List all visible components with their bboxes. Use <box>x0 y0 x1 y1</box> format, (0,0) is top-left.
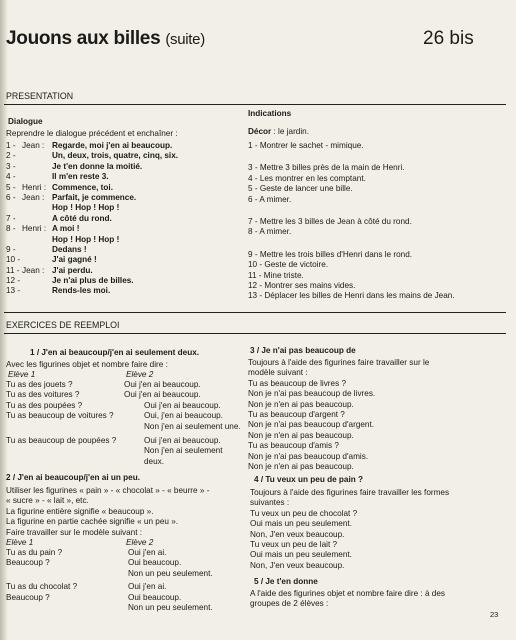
student-2-line: Oui beaucoup. <box>128 592 182 602</box>
line-text: Hop ! Hop ! Hop ! <box>52 234 120 244</box>
exercise-1-student-2: Elève 2 <box>126 370 154 379</box>
line-text: J'ai perdu. <box>52 265 93 275</box>
line-text: Je n'ai plus de billes. <box>52 276 134 286</box>
decor-line <box>248 127 309 137</box>
line-speaker: Jean : <box>22 141 45 150</box>
exercise-2-row <box>6 603 242 613</box>
line-text: Un, deux, trois, quatre, cinq, six. <box>52 151 179 161</box>
line-text: Parfait, je commence. <box>52 192 137 202</box>
indication-item: 11 - Mine triste. <box>248 270 304 280</box>
dialogue-line <box>6 151 236 161</box>
exercise-4-line: Tu veux un peu de chocolat ? <box>250 508 358 518</box>
line-speaker: Jean : <box>22 265 45 275</box>
line-number: 12 - <box>6 276 21 286</box>
exercise-3-line: Non je n'en ai pas beaucoup. <box>248 399 354 409</box>
dialogue-line <box>6 286 236 296</box>
dialogue-line <box>6 245 236 255</box>
line-text: A côté du rond. <box>52 213 112 223</box>
indications-list <box>248 141 508 302</box>
exercise-1-row <box>6 380 242 390</box>
exercise-4-line: Toujours à l'aide des figurines faire travailler les formes <box>250 488 450 497</box>
exercise-4-line: Tu veux un peu de lait ? <box>250 539 338 549</box>
line-number: 11 - <box>6 265 20 275</box>
exercise-2-intro <box>6 486 242 538</box>
line-number: 5 - <box>6 182 16 192</box>
indication-item: 1 - Montrer le sachet - mimique. <box>248 141 364 150</box>
exercise-2-intro-line: « sucre » - « lait », etc. <box>6 496 89 506</box>
presentation-heading: PRESENTATION <box>6 91 74 101</box>
exercise-1-rows <box>6 380 242 467</box>
exercise-1-title: 1 / J'en ai beaucoup/j'en ai seulement deux. <box>30 348 200 357</box>
line-number: 3 - <box>6 161 16 171</box>
line-number: 7 - <box>6 213 16 223</box>
exercise-3-line: Non je n'ai pas beaucoup de livres. <box>248 389 376 399</box>
student-2-line: Oui beaucoup. <box>128 558 182 568</box>
dialogue-line <box>6 183 236 193</box>
indication-item: 5 - Geste de lancer une bille. <box>248 184 353 194</box>
dialogue-line <box>6 193 236 203</box>
exercise-2-row <box>6 558 242 568</box>
student-1-line: Tu as du chocolat ? <box>6 582 78 592</box>
student-1-line: Beaucoup ? <box>6 558 50 568</box>
student-2-line: Oui j'en ai beaucoup. <box>144 435 221 445</box>
exercise-4-line: Non, J'en veux beaucoup. <box>250 560 345 570</box>
line-text: Il m'en reste 3. <box>52 172 109 182</box>
exercise-2-row <box>6 569 242 579</box>
student-2-line: Oui j'en ai beaucoup. <box>124 380 201 389</box>
exercise-5-lines <box>250 589 512 610</box>
line-number: 10 - <box>6 255 21 265</box>
exercise-5-title: 5 / Je t'en donne <box>254 577 318 586</box>
student-2-line: Non un peu seulement. <box>128 602 213 612</box>
exercise-2-title: 2 / J'en ai beaucoup/j'en ai un peu. <box>6 473 141 482</box>
exercise-2-student-2: Elève 2 <box>126 538 154 547</box>
divider <box>4 104 506 105</box>
indication-item: 13 - Déplacer les billes de Henri dans les mains de Jean. <box>248 291 455 301</box>
exercise-3-line: Non je n'ai pas beaucoup d'argent. <box>248 420 375 430</box>
exercise-1-row <box>6 401 242 411</box>
indication-item: 3 - Mettre 3 billes près de la main de Henri. <box>248 163 405 173</box>
student-2-line: deux. <box>144 456 165 466</box>
exercise-3-lines <box>248 358 510 472</box>
line-text: Je t'en donne la moitié. <box>52 161 143 171</box>
line-number: 9 - <box>6 244 16 254</box>
line-text: A moi ! <box>52 224 80 234</box>
line-text: Commence, toi. <box>52 182 113 192</box>
exercise-2-intro-line: La figurine entière signifie « beaucoup ». <box>6 506 154 516</box>
dialogue-line <box>6 235 236 245</box>
student-2-line: Oui j'en ai beaucoup. <box>124 390 201 400</box>
page-number: 23 <box>490 610 499 619</box>
student-1-line: Tu as beaucoup de poupées ? <box>6 435 117 445</box>
exercise-3-line: Non je n'en ai pas beaucoup. <box>248 430 354 440</box>
line-number: 13 - <box>6 286 21 296</box>
exercise-4-title: 4 / Tu veux un peu de pain ? <box>254 475 364 484</box>
dialogue-line <box>6 266 236 276</box>
student-2-line: Oui j'en ai beaucoup. <box>144 400 221 410</box>
line-text: Regarde, moi j'en ai beaucoup. <box>52 141 173 150</box>
exercise-1-row <box>6 436 242 446</box>
indication-item: 4 - Les montrer en les comptant. <box>248 173 366 183</box>
student-2-line: Oui, j'en ai beaucoup. <box>144 411 223 421</box>
student-2-line: Non un peu seulement. <box>128 568 213 578</box>
line-number: 6 - <box>6 192 16 202</box>
exercise-2-row <box>6 548 242 558</box>
indication-item: 9 - Mettre les trois billes d'Henri dans le rond. <box>248 249 413 259</box>
line-number: 1 - <box>6 141 16 150</box>
exercise-5-line: A l'aide des figurines objet et nombre faire dire : à des <box>250 589 445 598</box>
exercise-4-line: Oui mais un peu seulement. <box>250 519 352 529</box>
student-1-line: Tu as des poupées ? <box>6 400 83 410</box>
page-title <box>6 28 205 50</box>
line-number: 8 - <box>6 224 16 234</box>
exercise-1-student-1: Elève 1 <box>8 370 36 379</box>
line-speaker: Henri : <box>22 182 47 192</box>
exercise-4-lines <box>250 488 512 571</box>
title-text: Jouons aux billes <box>6 28 161 49</box>
dialogue-line <box>6 255 236 265</box>
line-text: J'ai gagné ! <box>52 255 97 265</box>
student-1-line: Tu as du pain ? <box>6 548 63 557</box>
dialogue-line <box>6 214 236 224</box>
exercise-5-line: groupes de 2 élèves : <box>250 599 329 609</box>
student-2-line: Oui j'en ai. <box>128 548 167 557</box>
exercise-3-line: Toujours à l'aide des figurines faire travailler sur le <box>248 358 430 367</box>
dialogue-line <box>6 172 236 182</box>
line-text: Hop ! Hop ! Hop ! <box>52 203 120 213</box>
decor-label: Décor <box>248 127 272 136</box>
exercise-3-title: 3 / Je n'ai pas beaucoup de <box>250 346 356 355</box>
exercise-1-row <box>6 446 242 456</box>
exercises-heading: EXERCICES DE REEMPLOI <box>6 320 120 330</box>
exercise-4-line: Oui mais un peu seulement. <box>250 550 352 560</box>
line-number: 4 - <box>6 172 16 182</box>
exercise-1-row <box>6 422 242 432</box>
student-1-line: Tu as des voitures ? <box>6 390 80 400</box>
student-2-line: Oui j'en ai. <box>128 582 167 592</box>
exercise-4-line: Non, J'en veux beaucoup. <box>250 529 345 539</box>
student-1-line: Tu as beaucoup de voitures ? <box>6 411 114 421</box>
line-number: 2 - <box>6 151 16 161</box>
indication-item: 7 - Mettre les 3 billes de Jean à côté du rond. <box>248 216 412 226</box>
title-suite: (suite) <box>165 31 205 48</box>
dialogue-instruction: Reprendre le dialogue précédent et enchaîner : <box>6 129 178 138</box>
exercise-3-line: modèle suivant : <box>248 368 308 378</box>
student-1-line: Beaucoup ? <box>6 592 50 602</box>
indication-item: 8 - A mimer. <box>248 227 292 237</box>
line-text: Rends-les moi. <box>52 286 111 296</box>
exercise-2-rows <box>6 548 242 613</box>
dialogue-line <box>6 224 236 234</box>
lesson-number: 26 bis <box>423 28 474 49</box>
exercise-2-student-1: Elève 1 <box>6 538 34 547</box>
student-1-line: Tu as des jouets ? <box>6 380 73 389</box>
line-text: Dedans ! <box>52 244 87 254</box>
student-2-line: Non j'en ai seulement une. <box>144 421 241 431</box>
indication-item: 10 - Geste de victoire. <box>248 260 329 270</box>
exercise-1-intro: Avec les figurines objet et nombre faire dire : <box>6 360 168 369</box>
exercise-1-row <box>6 390 242 400</box>
exercise-2-row <box>6 593 242 603</box>
dialogue-line <box>6 141 236 151</box>
exercise-2-intro-line: Faire travailler sur le modèle suivant : <box>6 527 143 537</box>
decor-text: : le jardin. <box>273 127 309 136</box>
exercise-2-intro-line: La figurine en partie cachée signifie « un peu ». <box>6 517 179 527</box>
exercise-4-line: suivantes : <box>250 498 290 508</box>
indication-item: 12 - Montrer ses mains vides. <box>248 280 356 290</box>
indication-item: 6 - A mimer. <box>248 194 292 204</box>
exercise-3-line: Tu as beaucoup d'argent ? <box>248 409 345 419</box>
exercise-3-line: Non je n'en ai pas beaucoup. <box>248 461 354 471</box>
exercise-2-intro-line: Utiliser les figurines « pain » - « chocolat » - « beurre » - <box>6 486 210 495</box>
dialogue-label: Dialogue <box>8 117 43 126</box>
exercise-3-line: Tu as beaucoup d'amis ? <box>248 441 339 451</box>
divider <box>4 312 506 313</box>
dialogue-line <box>6 162 236 172</box>
dialogue-line <box>6 276 236 286</box>
dialogue-lines <box>6 141 236 297</box>
exercise-3-line: Tu as beaucoup de livres ? <box>248 378 347 388</box>
exercise-1-row <box>6 411 242 421</box>
student-2-line: Non j'en ai seulement <box>144 446 223 456</box>
exercise-1-row <box>6 457 242 467</box>
line-speaker: Jean : <box>22 192 45 202</box>
divider <box>4 333 506 334</box>
indications-label: Indications <box>248 109 292 118</box>
exercise-3-line: Non je n'ai pas beaucoup d'amis. <box>248 451 369 461</box>
line-speaker: Henri : <box>22 224 47 234</box>
dialogue-line <box>6 203 236 213</box>
exercise-2-row <box>6 582 242 592</box>
